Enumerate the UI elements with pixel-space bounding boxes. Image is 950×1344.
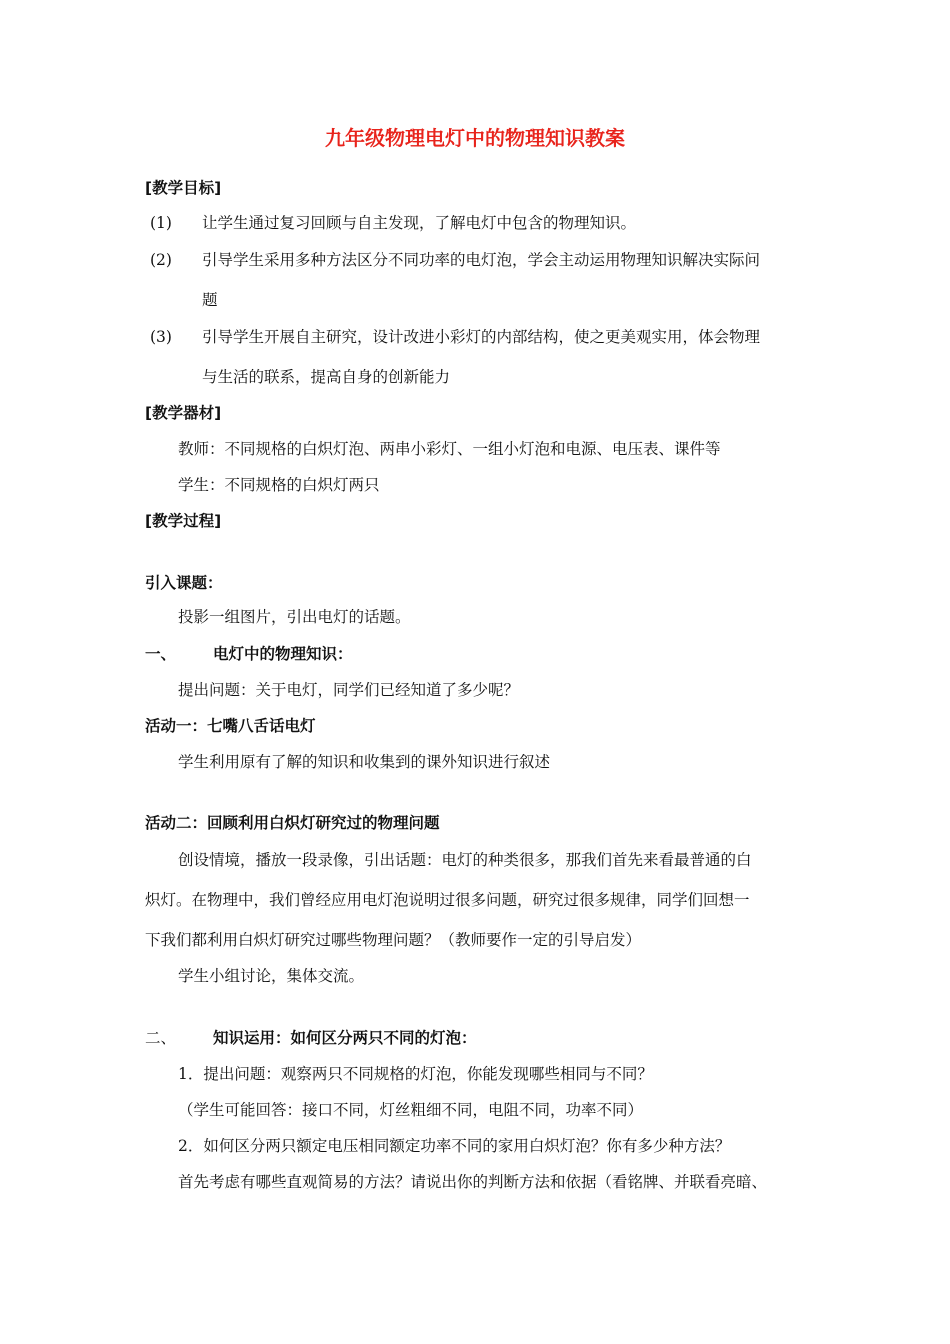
- section-two-item: 1．提出问题：观察两只不同规格的灯泡，你能发现哪些相同与不同？: [178, 1065, 653, 1083]
- goal-text: 与生活的联系，提高自身的创新能力: [202, 368, 451, 386]
- document-title: 九年级物理电灯中的物理知识教案: [325, 126, 625, 150]
- section-two-item: 2．如何区分两只额定电压相同额定功率不同的家用白炽灯泡？你有多少种方法？: [178, 1137, 731, 1155]
- section-one-text: 提出问题：关于电灯，同学们已经知道了多少呢？: [178, 681, 520, 699]
- goal-text: 引导学生开展自主研究，设计改进小彩灯的内部结构，使之更美观实用，体会物理: [202, 328, 761, 346]
- activity-one-heading: 活动一：七嘴八舌话电灯: [145, 717, 316, 735]
- section-one-title: 电灯中的物理知识：: [213, 645, 353, 663]
- goal-text: 题: [202, 291, 218, 309]
- goal-number: (2): [150, 251, 172, 269]
- section-one-number: 一、: [145, 645, 177, 663]
- section-two-number: 二、: [145, 1029, 177, 1047]
- intro-text: 投影一组图片，引出电灯的话题。: [178, 608, 411, 626]
- equip-teacher: 教师：不同规格的白炽灯泡、两串小彩灯、一组小灯泡和电源、电压表、课件等: [178, 440, 721, 458]
- goal-text: 让学生通过复习回顾与自主发现，了解电灯中包含的物理知识。: [202, 214, 637, 232]
- goal-number: (3): [150, 328, 172, 346]
- equip-student: 学生：不同规格的白炽灯两只: [178, 476, 380, 494]
- goal-heading: [教学目标]: [145, 179, 222, 197]
- equip-heading: [教学器材]: [145, 404, 222, 422]
- section-two-item: 首先考虑有哪些直观简易的方法？请说出你的判断方法和依据（看铭牌、并联看亮暗、: [178, 1173, 768, 1191]
- section-two-title: 知识运用：如何区分两只不同的灯泡：: [213, 1029, 477, 1047]
- activity-two-heading: 活动二：回顾利用白炽灯研究过的物理问题: [145, 814, 440, 832]
- activity-two-paragraph: 创设情境，播放一段录像，引出话题：电灯的种类很多，那我们首先来看最普通的白: [178, 851, 752, 869]
- activity-one-text: 学生利用原有了解的知识和收集到的课外知识进行叙述: [178, 753, 551, 771]
- section-two-item: （学生可能回答：接口不同，灯丝粗细不同，电阻不同，功率不同）: [178, 1101, 644, 1119]
- activity-two-paragraph: 下我们都利用白炽灯研究过哪些物理问题？（教师要作一定的引导启发）: [145, 931, 642, 949]
- activity-two-paragraph: 炽灯。在物理中，我们曾经应用电灯泡说明过很多问题，研究过很多规律，同学们回想一: [145, 891, 750, 909]
- goal-number: (1): [150, 214, 172, 232]
- process-heading: [教学过程]: [145, 512, 222, 530]
- goal-text: 引导学生采用多种方法区分不同功率的电灯泡，学会主动运用物理知识解决实际问: [202, 251, 761, 269]
- activity-two-text: 学生小组讨论，集体交流。: [178, 967, 365, 985]
- intro-heading: 引入课题：: [145, 574, 223, 592]
